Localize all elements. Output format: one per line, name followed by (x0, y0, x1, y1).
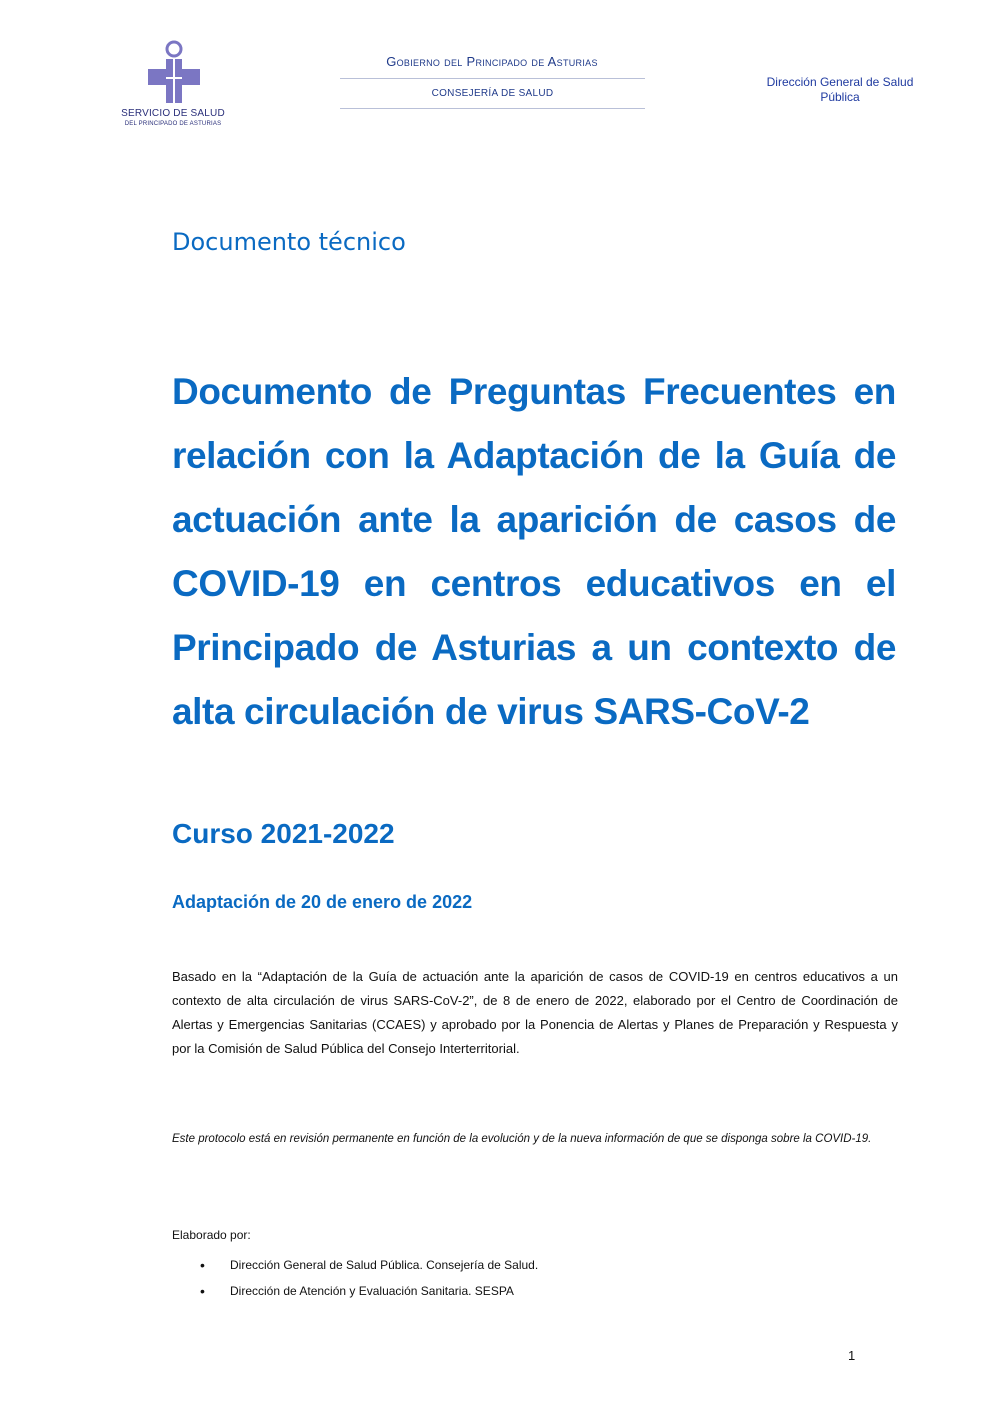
list-item: • Dirección de Atención y Evaluación Sanitaria. SESPA (200, 1278, 538, 1304)
page-number: 1 (848, 1348, 856, 1363)
list-item: • Dirección General de Salud Pública. Consejería de Salud. (200, 1252, 538, 1278)
based-on-paragraph: Basado en la “Adaptación de la Guía de actuación ante la aparición de casos de COVID-19 en centros educativos a un contexto de alta circulación de virus SARS-CoV-2”, de 8 de enero de 2022, elaborado por el Centro de Coordinación de Alertas y Emergencias Sanitarias (CCAES) y aprobado por la Ponencia de Alertas y Planes de Preparación y Respuesta y por la Comisión de Salud Pública del Consejo Interterritorial. (172, 969, 898, 1056)
government-title: Gobierno del Principado de Asturias (386, 54, 598, 69)
course-label: Curso 2021-2022 (172, 818, 395, 849)
health-cross-icon (148, 40, 200, 104)
logo-sublabel: DEL PRINCIPADO DE ASTURIAS (124, 121, 222, 127)
adaptation-date: Adaptación de 20 de enero de 2022 (172, 892, 473, 912)
directorate-label: Dirección General de Salud Pública (766, 75, 914, 104)
logo-label: SERVICIO DE SALUD (121, 108, 225, 119)
department-label: CONSEJERÍA DE SALUD (431, 88, 554, 99)
document-title: Documento de Preguntas Frecuentes en relación con la Adaptación de la Guía de actuación ante la aparición de casos de COVID-19 en centros educativos en el Principado de Asturias a un contexto de alta circulación de virus SARS-CoV-2 (172, 371, 896, 732)
revision-note: Este protocolo está en revisión permanente en función de la evolución y de la nueva información de que se disponga sobre la COVID-19. (172, 1133, 872, 1145)
header-divider (340, 78, 645, 79)
prepared-by-label: Elaborado por: (172, 1228, 251, 1242)
document-type: Documento técnico (172, 228, 406, 256)
prepared-by-list (200, 1252, 538, 1304)
header-divider (340, 108, 645, 109)
